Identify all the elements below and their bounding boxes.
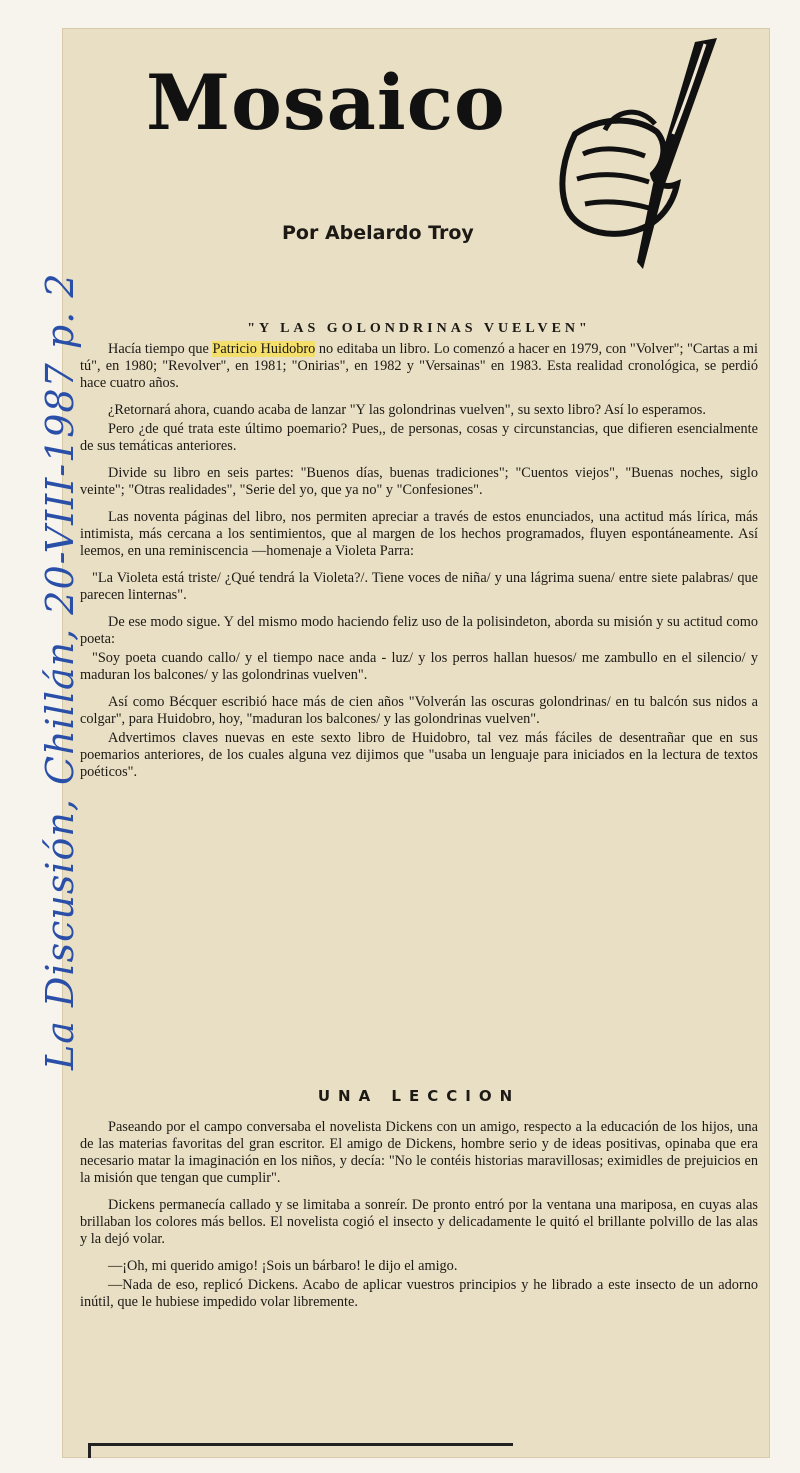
quote: "Soy poeta cuando callo/ y el tiempo nace anda - luz/ y los perros hallan huesos/ me zambullo en el silencio/ y maduran los balcones/ y las golondrinas vuelven". [80,650,758,683]
hand-with-quill-icon [545,34,745,274]
paragraph: Divide su libro en seis partes: "Buenos días, buenas tradiciones"; "Cuentos viejos", "Buenas noches, siglo veinte"; "Otras realidades", "Serie del yo, que ya no" y "Confesiones". [80,465,758,498]
quote: "La Violeta está triste/ ¿Qué tendrá la Violeta?/. Tiene voces de niña/ y una lágrima suena/ entre siete palabras/ que parecen linternas". [80,570,758,603]
article-una-leccion [80,1088,758,1321]
paragraph: Así como Bécquer escribió hace más de cien años "Volverán las oscuras golondrinas/ en tu balcón sus nidos a colgar", para Huidobro, hoy, "maduran los balcones/ y las golondrinas vuelven". [80,694,758,727]
paragraph: Advertimos claves nuevas en este sexto libro de Huidobro, tal vez más fáciles de desentrañar que en sus poemarios anteriores, de los cuales alguna vez dijimos que "usaba un lenguaje para iniciados en la lectura de textos poéticos". [80,730,758,780]
paragraph: —¡Oh, mi querido amigo! ¡Sois un bárbaro! le dijo el amigo. [108,1258,458,1274]
section-title: "Y LAS GOLONDRINAS VUELVEN" [247,321,591,336]
bottom-rule [88,1443,513,1446]
paragraph: Las noventa páginas del libro, nos permiten apreciar a través de estos enunciados, una actitud más lírica, más intimista, más cercana a los sentimientos, que al margen de los hechos programados, fluyen espontáneamente. Así leemos, en una reminiscencia —homenaje a Violeta Parra: [80,509,758,559]
paragraph: ¿Retornará ahora, cuando acaba de lanzar "Y las golondrinas vuelven", su sexto libro? Así lo esperamos. [108,402,706,418]
bottom-rule-tick [88,1443,91,1458]
paragraph: De ese modo sigue. Y del mismo modo haciendo feliz uso de la polisindeton, aborda su misión y su actitud como poeta: [80,614,758,647]
paragraph: —Nada de eso, replicó Dickens. Acabo de aplicar vuestros principios y he librado a este insecto de un adorno inútil, que le hubiese impedido volar libremente. [80,1277,758,1310]
handwritten-source-note: La Discusión, Chillán, 20-VIII-1987 p. 2 [38,272,82,1070]
paragraph: Paseando por el campo conversaba el novelista Dickens con un amigo, respecto a la educación de los hijos, una de las materias favoritas del gran escritor. El amigo de Dickens, hombre serio y de ideas positivas, opinaba que era necesario matar la imaginación en los niños, y decía: "No le contéis historias maravillosas; eximidles de prejuicios en la misión que tengan que cumplir". [80,1119,758,1186]
column-title: Mosaico [146,58,506,147]
paragraph: Dickens permanecía callado y se limitaba a sonreír. De pronto entró por la ventana una mariposa, en cuyas alas brillaban los colores más bellos. El novelista cogió el insecto y delicadamente le quitó el brillante polvillo de las alas y la dejó volar. [80,1197,758,1247]
byline: Por Abelardo Troy [282,222,474,244]
article-golondrinas [80,320,758,791]
masthead [146,58,506,147]
paragraph: Hacía tiempo que Patricio Huidobro no editaba un libro. Lo comenzó a hacer en 1979, con "Volver"; "Cartas a mi tú", en 1980; "Revolver", en 1981; "Onirias", en 1982 y "Versainas" en 1983. Esta realidad cronológica, se perdió hace cuatro años. [80,341,758,391]
section-title: UNA LECCION [317,1087,521,1105]
highlighted-author-name: Patricio Huidobro [212,341,316,357]
paragraph: Pero ¿de qué trata este último poemario? Pues,, de personas, cosas y circunstancias, que difieren esencialmente de sus temáticas anteriores. [80,421,758,454]
